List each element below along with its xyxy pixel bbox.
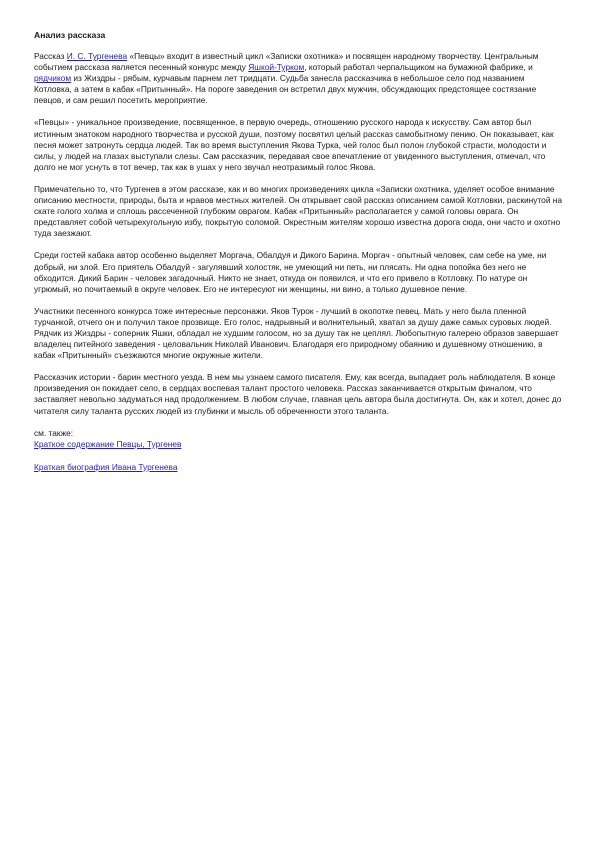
yashka-turok-link[interactable]: Яшкой-Турком [248, 62, 305, 73]
document-page [34, 30, 564, 473]
related-summary-link[interactable]: Краткое содержание Певцы, Тургенев [34, 438, 182, 449]
author-link[interactable]: И. С. Тургенева [66, 51, 128, 61]
intro-text-3: , который работал черпальщиком на бумажной фабрике, и [304, 62, 533, 73]
ryadchik-link[interactable]: рядчиком [34, 73, 72, 84]
paragraph-guests: Среди гостей кабака автор особенно выделяет Моргача, Обалдуя и Дикого Барина. Моргач - опытный человек, сам себе на уме, ни добрый, ни злой. Его приятель Обалдуй - загулявший холостяк, не умеющий ни петь, ни плясать. Ни одна попойка без него не обходится. Дикий Барин - человек загадочный. Никто не знает, откуда он появился, и что его привело в Котловку. По натуре он угрюмый, но почитаемый в округе человек. Его не интересуют ни женщины, ни вино, а только душевное пение. [34, 250, 547, 294]
paragraph-setting: Примечательно то, что Тургенев в этом рассказе, как и во многих произведениях цикла «Записки охотника, уделяет особое внимание описанию местности, природы, быта и нравов местных жителей. Он открывает свой рассказ описанием самой Котловки, раскинутой на скате голого холма и сплошь рассеченной глубоким оврагом. Кабак «Притынный» располагается у самой головы оврага. Он представляет собой четырехугольную избу, покрытую соломой. Окрестным жителям хорошо известна дорога сюда, они часто и охотно туда заезжают. [34, 183, 563, 239]
paragraph-participants: Участники песенного конкурса тоже интересные персонажи. Яков Турок - лучший в окопотке певец. Мать у него была пленной турчанкой, отчего он и получил такое прозвище. Его голос, надрывный и волнительный, хватал за душу даже самых суровых людей. Рядчик из Жиздры - соперник Яшки, обладал не худшим голосом, но за душу так не цеплял. Любопытную галерею образов завершает владелец питейного заведения - целовальник Николай Иванович. Благодаря его природному обаянию и душевному отношению, в кабак «Притынный» съезжаются многие окружные жители. [34, 305, 559, 361]
paragraph-narrator: Рассказчик истории - барин местного уезда. В нем мы узнаем самого писателя. Ему, как всегда, выпадает роль наблюдателя. В конце произведения он покидает село, в сердцах воспевая талант простого человека. Рассказ заканчивается открытым финалом, что заставляет невольно задуматься над продолжением. В любом случае, главная цель автора была достигнута. Он, как и хотел, донес до читателя силу таланта русских людей из глубинки и мысль об обреченности этого таланта. [34, 372, 562, 416]
intro-text-4: из Жиздры - рябым, курчавым парнем лет тридцати. Судьба занесла рассказчика в небольшое село под названием Котловка, а затем в кабак «Притынный». На пороге заведения он встретил двух мужчин, обсуждающих предстоящее состязание певцов, и сам решил посетить мероприятие. [34, 73, 537, 106]
paragraph-intro [34, 51, 564, 106]
related-biography-link[interactable]: Краткая биография Ивана Тургенева [34, 461, 178, 472]
intro-text-2: «Певцы» входит в известный цикл «Записки охотника» и посвящен народному творчеству. Центральным событием рассказа является песенный конкурс между [34, 51, 539, 73]
intro-text-1: Рассказ [34, 51, 67, 61]
spacer [34, 450, 564, 462]
see-also-label: см. также: [34, 427, 74, 438]
paragraph-art: «Певцы» - уникальное произведение, посвященное, в первую очередь, отношению русского народа к искусству. Сам автор был истинным знатоком народного творчества и русской души, поэтому посвятил целый рассказ самобытному пению. Он показывает, как песня может затронуть сердца людей. Так во время выступления Якова Турка, чей голос был полон глубокой страсти, молодости и силы, у людей на глазах выступали слезы. Сам рассказчик, передавая свое впечатление от увиденного выступления, отмечал, что долго не мог уснуть в тот вечер, так как в ушах у него звучал неотразимый голос Якова. [34, 117, 554, 172]
page-title: Анализ рассказа [34, 30, 106, 40]
